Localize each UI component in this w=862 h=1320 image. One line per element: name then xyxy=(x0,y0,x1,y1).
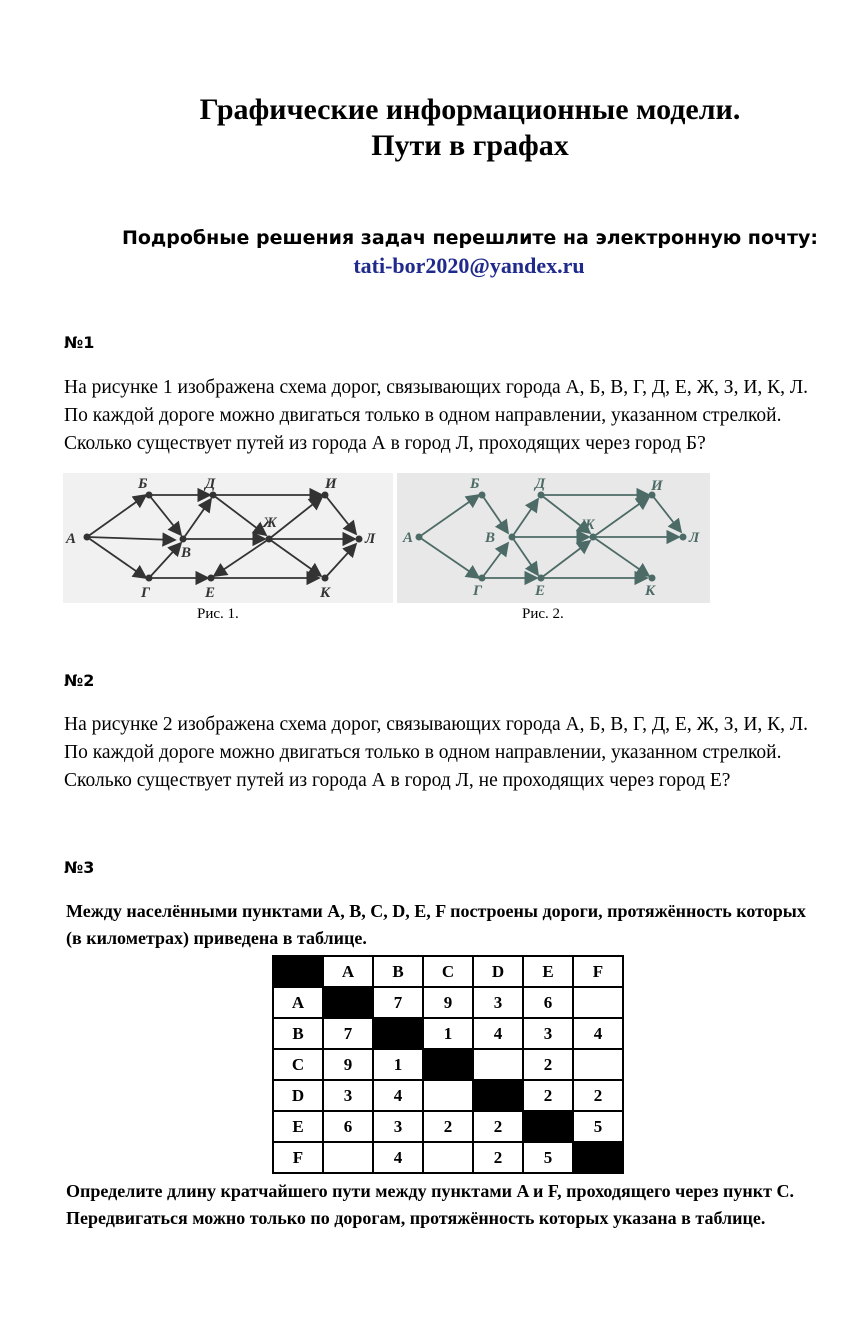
edge xyxy=(325,495,356,534)
figure-1-caption: Рис. 1. xyxy=(197,606,239,622)
node-label: Л xyxy=(365,531,376,547)
table-cell: 4 xyxy=(473,1018,523,1049)
diagonal-cell xyxy=(373,1018,423,1049)
table-cell xyxy=(423,1080,473,1111)
task2-line: На рисунке 2 изображена схема дорог, связывающих города А, Б, В, Г, Д, Е, Ж, З, И, К, Л. xyxy=(64,714,809,735)
task3-intro xyxy=(66,898,806,952)
node-label: К xyxy=(320,585,331,601)
node-label: Б xyxy=(138,476,148,492)
row-header: B xyxy=(273,1018,323,1049)
node xyxy=(416,534,423,541)
table-cell: 1 xyxy=(423,1018,473,1049)
task1-line: По каждой дороге можно двигаться только в одном направлении, указанном стрелкой. xyxy=(64,405,782,426)
edge xyxy=(213,495,266,535)
edge xyxy=(183,499,211,539)
table-cell: 5 xyxy=(573,1111,623,1142)
node xyxy=(180,536,187,543)
node xyxy=(649,575,656,582)
node-label: Д xyxy=(205,476,216,492)
node xyxy=(680,534,687,541)
edge xyxy=(325,544,356,578)
table-cell: 4 xyxy=(573,1018,623,1049)
node-label: А xyxy=(66,531,77,547)
row-header: E xyxy=(273,1111,323,1142)
node-label: А xyxy=(403,530,414,546)
edge xyxy=(593,537,649,576)
node xyxy=(266,536,273,543)
task3-intro-line: (в километрах) приведена в таблице. xyxy=(66,928,367,948)
edge xyxy=(512,537,538,575)
table-corner xyxy=(273,956,323,987)
table-cell: 5 xyxy=(523,1142,573,1173)
task3-question-line: Передвигаться можно только по дорогам, протяжённость которых указана в таблице. xyxy=(66,1208,766,1228)
table-row xyxy=(273,1049,623,1080)
edge xyxy=(652,495,681,532)
email-instruction: Подробные решения задач перешлите на электронную почту: xyxy=(121,227,819,249)
column-header: C xyxy=(423,956,473,987)
table-cell: 3 xyxy=(373,1111,423,1142)
table-row xyxy=(273,1080,623,1111)
column-header: A xyxy=(323,956,373,987)
node xyxy=(146,575,153,582)
edge xyxy=(214,539,269,576)
task3-question xyxy=(66,1178,794,1232)
table-cell xyxy=(473,1049,523,1080)
task2-line: По каждой дороге можно двигаться только в одном направлении, указанном стрелкой. xyxy=(64,742,782,763)
task3-number: №3 xyxy=(64,858,95,877)
table-cell xyxy=(323,1142,373,1173)
edge xyxy=(541,541,590,578)
table-cell: 3 xyxy=(523,1018,573,1049)
task1-line: Сколько существует путей из города А в город Л, проходящих через город Б? xyxy=(64,433,706,454)
column-header: F xyxy=(573,956,623,987)
node-label: В xyxy=(181,545,192,561)
table-cell: 9 xyxy=(423,987,473,1018)
node-label: Ж xyxy=(263,515,277,531)
table-cell xyxy=(573,1049,623,1080)
task1-line: На рисунке 1 изображена схема дорог, связывающих города А, Б, В, Г, Д, Е, Ж, З, И, К, Л. xyxy=(64,377,809,398)
task1-number: №1 xyxy=(64,333,95,352)
table-cell: 2 xyxy=(573,1080,623,1111)
column-header: B xyxy=(373,956,423,987)
column-header: D xyxy=(473,956,523,987)
diagonal-cell xyxy=(573,1142,623,1173)
table-cell: 3 xyxy=(323,1080,373,1111)
graph-figure-1 xyxy=(63,473,393,603)
table-cell: 2 xyxy=(523,1080,573,1111)
row-header: D xyxy=(273,1080,323,1111)
node xyxy=(208,575,215,582)
table-cell: 2 xyxy=(473,1142,523,1173)
row-header: F xyxy=(273,1142,323,1173)
task2-number: №2 xyxy=(64,671,95,690)
task3-intro-line: Между населёнными пунктами A, B, C, D, E, F построены дороги, протяжённость которых xyxy=(66,901,806,921)
diagonal-cell xyxy=(323,987,373,1018)
edge xyxy=(149,543,181,578)
edge xyxy=(269,539,321,576)
graph-figure-2 xyxy=(397,473,710,603)
column-header: E xyxy=(523,956,573,987)
node-label: Д xyxy=(535,476,546,492)
edge xyxy=(593,497,649,537)
node-label: Ж xyxy=(581,517,595,533)
node-label: Л xyxy=(689,530,700,546)
edge xyxy=(87,495,146,537)
node-label: Е xyxy=(535,583,546,599)
edge xyxy=(419,495,479,537)
table-cell: 3 xyxy=(473,987,523,1018)
task2-text xyxy=(64,711,862,795)
node xyxy=(590,534,597,541)
node xyxy=(479,575,486,582)
diagonal-cell xyxy=(423,1049,473,1080)
node xyxy=(322,575,329,582)
diagonal-cell xyxy=(473,1080,523,1111)
table-row xyxy=(273,1018,623,1049)
table-cell: 4 xyxy=(373,1142,423,1173)
edge xyxy=(482,543,508,578)
distance-table xyxy=(272,955,624,1174)
node xyxy=(146,492,153,499)
row-header: A xyxy=(273,987,323,1018)
table-header-row xyxy=(273,956,623,987)
edge xyxy=(149,495,181,535)
edge xyxy=(482,495,508,533)
node-label: Е xyxy=(205,585,216,601)
table-cell: 7 xyxy=(323,1018,373,1049)
page-title-line1: Графические информационные модели. xyxy=(199,93,741,126)
node-label: И xyxy=(651,478,663,494)
page-title-line2: Пути в графах xyxy=(371,129,569,162)
table-cell: 7 xyxy=(373,987,423,1018)
node-label: К xyxy=(645,583,656,599)
figure-2 xyxy=(397,473,710,603)
table-row xyxy=(273,987,623,1018)
table-row xyxy=(273,1142,623,1173)
node xyxy=(210,492,217,499)
node-label: Г xyxy=(473,583,483,599)
figure-1 xyxy=(63,473,393,603)
table-cell: 2 xyxy=(423,1111,473,1142)
node xyxy=(538,492,545,499)
edge xyxy=(87,537,146,578)
task1-text xyxy=(64,374,862,458)
node-label: Г xyxy=(141,585,151,601)
row-header: C xyxy=(273,1049,323,1080)
table-row xyxy=(273,1111,623,1142)
table-cell xyxy=(573,987,623,1018)
table-cell: 6 xyxy=(523,987,573,1018)
table-cell: 4 xyxy=(373,1080,423,1111)
edge xyxy=(87,537,175,540)
figure-2-caption: Рис. 2. xyxy=(522,606,564,622)
node xyxy=(84,534,91,541)
table-cell: 2 xyxy=(523,1049,573,1080)
edge xyxy=(269,497,322,539)
diagonal-cell xyxy=(523,1111,573,1142)
table-cell xyxy=(423,1142,473,1173)
task3-question-line: Определите длину кратчайшего пути между пунктами A и F, проходящего через пункт C. xyxy=(66,1181,794,1201)
table-cell: 6 xyxy=(323,1111,373,1142)
task2-line: Сколько существует путей из города А в город Л, не проходящих через город Е? xyxy=(64,770,731,791)
table-cell: 1 xyxy=(373,1049,423,1080)
node xyxy=(509,534,516,541)
node xyxy=(538,575,545,582)
table-cell: 2 xyxy=(473,1111,523,1142)
email-address[interactable]: tati-bor2020@yandex.ru xyxy=(353,253,585,278)
node-label: Б xyxy=(470,476,480,492)
edge xyxy=(419,537,479,578)
distance-table-wrap xyxy=(272,955,624,1174)
node-label: И xyxy=(325,476,337,492)
node xyxy=(356,536,363,543)
node xyxy=(322,492,329,499)
node xyxy=(479,492,486,499)
edge xyxy=(512,499,538,537)
table-cell: 9 xyxy=(323,1049,373,1080)
node-label: В xyxy=(485,530,496,546)
